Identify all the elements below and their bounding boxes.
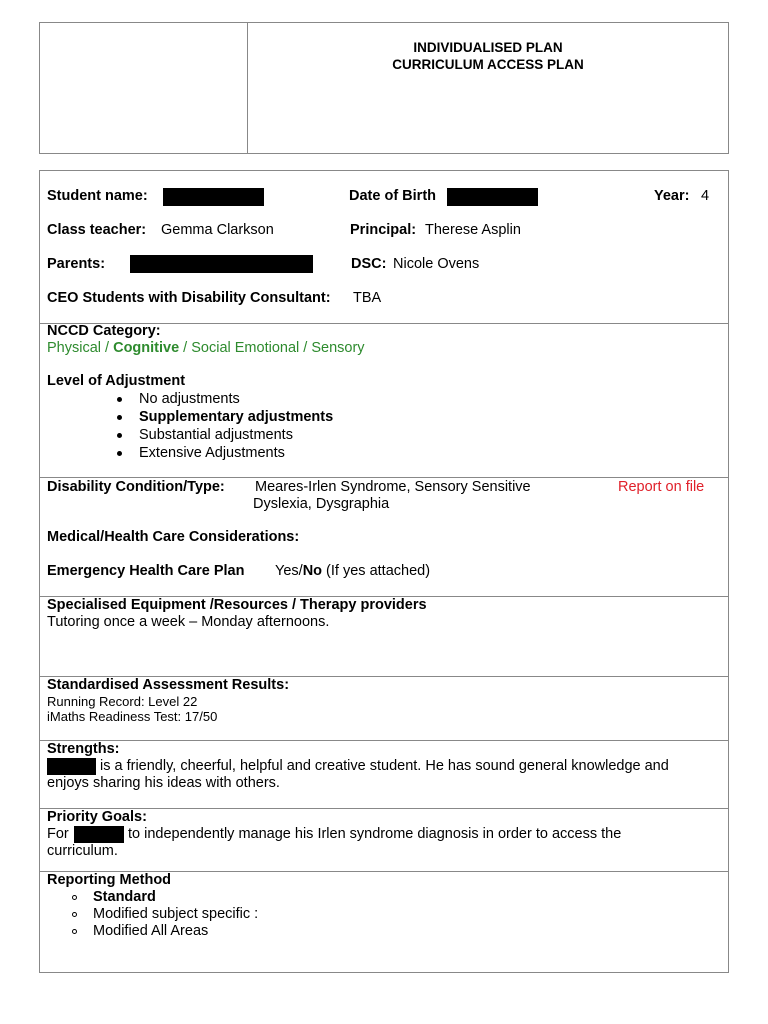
circle-bullet-icon	[72, 912, 77, 917]
goals-line-1: to independently manage his Irlen syndrome diagnosis in order to access the	[128, 826, 622, 842]
nccd-categories: Physical / Cognitive / Social Emotional / Sensory	[47, 340, 365, 356]
redacted-student-name	[74, 826, 124, 843]
class-teacher-label: Class teacher:	[47, 222, 147, 238]
level-of-adjustment-label: Level of Adjustment	[47, 373, 186, 389]
reporting-standard: Standard	[93, 889, 156, 905]
ceo-consultant-value: TBA	[353, 290, 382, 306]
level-extensive: Extensive Adjustments	[139, 445, 285, 461]
ehcp-value: Yes/No (If yes attached)	[275, 563, 431, 579]
year-value: 4	[701, 188, 710, 204]
reporting-modified-all: Modified All Areas	[93, 923, 209, 939]
disability-value-2: Dyslexia, Dysgraphia	[253, 496, 390, 512]
document-title: INDIVIDUALISED PLAN	[413, 40, 563, 55]
disability-value-1: Meares-Irlen Syndrome, Sensory Sensitive	[255, 479, 531, 495]
equipment-value: Tutoring once a week – Monday afternoons.	[47, 614, 330, 630]
strengths-label: Strengths:	[47, 741, 120, 757]
bullet-icon	[117, 433, 122, 438]
principal-label: Principal:	[350, 222, 417, 238]
class-teacher-value: Gemma Clarkson	[161, 222, 274, 238]
circle-bullet-icon	[72, 895, 77, 900]
year-label: Year:	[654, 188, 690, 204]
circle-bullet-icon	[72, 929, 77, 934]
parents-label: Parents:	[47, 256, 106, 272]
redacted-parents	[130, 255, 313, 273]
goals-line-1-prefix: For	[47, 826, 69, 842]
assessment-line-2: iMaths Readiness Test: 17/50	[47, 709, 218, 724]
redacted-dob	[447, 188, 538, 206]
medical-label: Medical/Health Care Considerations:	[47, 529, 300, 545]
dsc-label: DSC:	[351, 256, 387, 272]
strengths-line-2: enjoys sharing his ideas with others.	[47, 775, 280, 791]
reporting-label: Reporting Method	[47, 872, 172, 888]
bullet-icon	[117, 397, 122, 402]
redacted-student-name	[47, 758, 96, 775]
disability-label: Disability Condition/Type:	[47, 479, 225, 495]
nccd-label: NCCD Category:	[47, 323, 161, 339]
reporting-modified-subject: Modified subject specific :	[93, 906, 259, 922]
ceo-consultant-label: CEO Students with Disability Consultant:	[47, 290, 331, 306]
document-subtitle: CURRICULUM ACCESS PLAN	[392, 57, 584, 72]
divider-2	[39, 477, 729, 478]
dsc-value: Nicole Ovens	[393, 256, 480, 272]
dob-label: Date of Birth	[349, 188, 436, 204]
assessment-line-1: Running Record: Level 22	[47, 694, 198, 709]
equipment-label: Specialised Equipment /Resources / Therapy providers	[47, 597, 427, 613]
divider-5	[39, 740, 729, 741]
goals-line-2: curriculum.	[47, 843, 118, 859]
student-name-label: Student name:	[47, 188, 148, 204]
goals-label: Priority Goals:	[47, 809, 147, 825]
report-on-file: Report on file	[618, 479, 705, 495]
redacted-student-name	[163, 188, 264, 206]
principal-value: Therese Asplin	[425, 222, 521, 238]
strengths-line-1: is a friendly, cheerful, helpful and creative student. He has sound general knowledge and	[100, 758, 669, 774]
ehcp-label: Emergency Health Care Plan	[47, 563, 245, 579]
bullet-icon	[117, 451, 122, 456]
bullet-icon	[117, 415, 122, 420]
assessment-label: Standardised Assessment Results:	[47, 677, 290, 693]
level-substantial: Substantial adjustments	[139, 427, 293, 443]
level-no-adjustments: No adjustments	[139, 391, 240, 407]
level-supplementary: Supplementary adjustments	[139, 409, 334, 425]
